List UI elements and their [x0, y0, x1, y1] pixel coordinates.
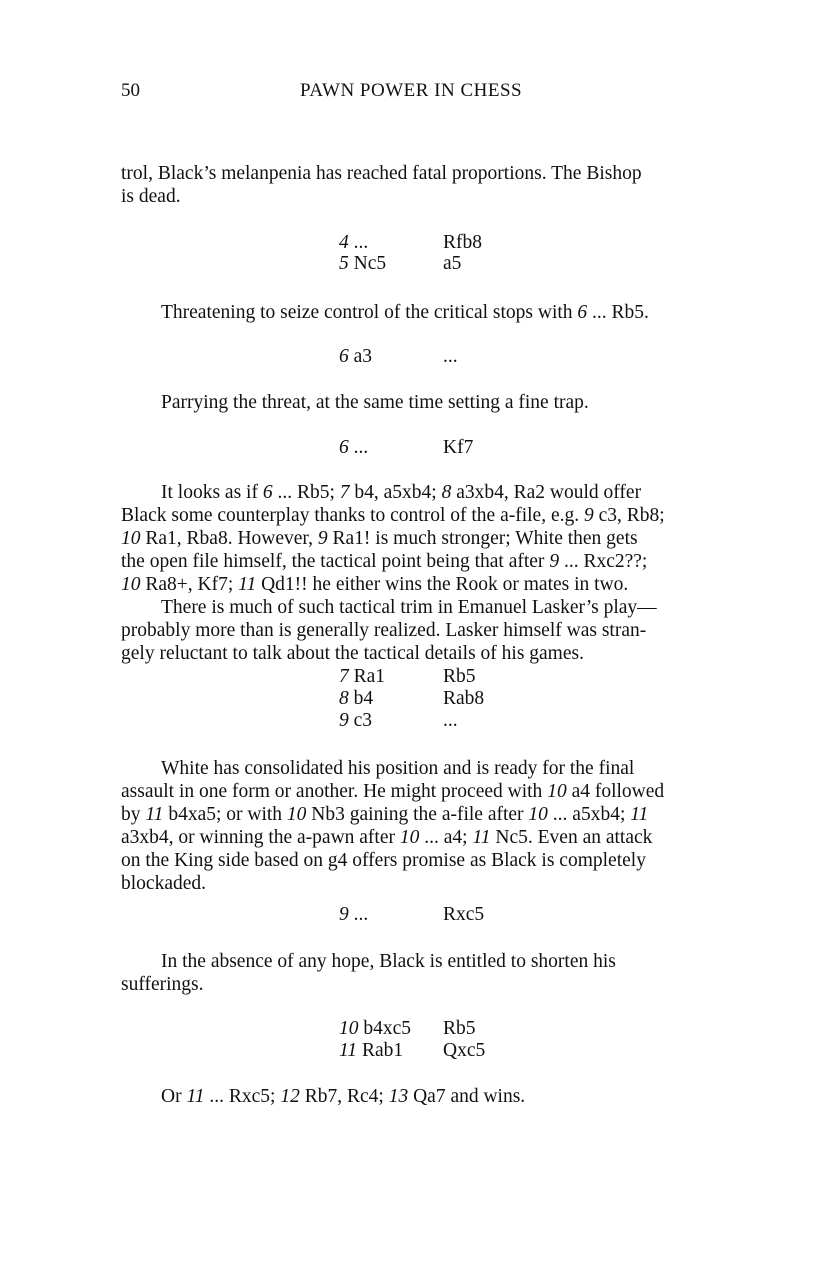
text-line: White has consolidated his position and is ready for the final	[161, 758, 635, 779]
text-line: on the King side based on g4 offers promise as Black is completely	[121, 850, 646, 871]
move-number: 6	[339, 346, 349, 367]
text-line: the open file himself, the tactical point being that after 9 ... Rxc2??;	[121, 551, 648, 572]
text-line: In the absence of any hope, Black is entitled to shorten his	[161, 951, 616, 972]
paragraph-2: Threatening to seize control of the critical stops with 6 ... Rb5.	[161, 302, 649, 323]
move-white: 9 ...	[339, 904, 369, 925]
move-white: 5 Nc5	[339, 253, 387, 274]
move-white: 7 Ra1	[339, 666, 386, 687]
move-number: 8	[339, 688, 349, 709]
move-black: Rxc5	[443, 904, 485, 925]
move-black: Rab8	[443, 688, 485, 709]
text-line: assault in one form or another. He might proceed with 10 a4 followed	[121, 781, 665, 802]
text-line: It looks as if 6 ... Rb5; 7 b4, a5xb4; 8 a3xb4, Ra2 would offer	[161, 482, 642, 503]
move-white: 4 ...	[339, 232, 369, 253]
paragraph-4	[121, 481, 719, 596]
move-number: 7	[339, 666, 349, 687]
move-black: Rb5	[443, 666, 476, 687]
move-white: 6 a3	[339, 346, 373, 367]
paragraph-7	[121, 950, 719, 996]
text-line: trol, Black’s melanpenia has reached fatal proportions. The Bishop	[121, 163, 642, 184]
running-header	[121, 80, 721, 106]
move-number: 11	[339, 1040, 358, 1061]
text-line: by 11 b4xa5; or with 10 Nb3 gaining the a-file after 10 ... a5xb4; 11	[121, 804, 649, 825]
move-white: 10 b4xc5	[339, 1018, 412, 1039]
text-line: is dead.	[121, 186, 181, 207]
move-white: 11 Rab1	[339, 1040, 404, 1061]
text-line: 10 Ra1, Rba8. However, 9 Ra1! is much stronger; White then gets	[121, 528, 638, 549]
paragraph-1	[121, 162, 719, 208]
move-black: a5	[443, 253, 462, 274]
text-line: There is much of such tactical trim in Emanuel Lasker’s play—	[161, 597, 657, 618]
book-title: PAWN POWER IN CHESS	[300, 80, 523, 101]
move-black: ...	[443, 346, 458, 367]
move-number: 4	[339, 232, 349, 253]
paragraph-8: Or 11 ... Rxc5; 12 Rb7, Rc4; 13 Qa7 and wins.	[161, 1086, 526, 1107]
move-number: 10	[339, 1018, 359, 1039]
text-line: Black some counterplay thanks to control of the a-file, e.g. 9 c3, Rb8;	[121, 505, 665, 526]
move-white: 8 b4	[339, 688, 374, 709]
text-line: blockaded.	[121, 873, 207, 894]
move-white: 6 ...	[339, 437, 369, 458]
text-line: probably more than is generally realized. Lasker himself was stran-	[121, 620, 647, 641]
text-line: a3xb4, or winning the a-pawn after 10 ... a4; 11 Nc5. Even an attack	[121, 827, 653, 848]
move-black: ...	[443, 710, 458, 731]
move-black: Kf7	[443, 437, 474, 458]
paragraph-6	[121, 757, 719, 895]
paragraph-5	[121, 596, 719, 665]
move-black: Rb5	[443, 1018, 476, 1039]
move-black: Rfb8	[443, 232, 482, 253]
move-number: 6	[339, 437, 349, 458]
text-line: 10 Ra8+, Kf7; 11 Qd1!! he either wins the Rook or mates in two.	[121, 574, 629, 595]
move-number: 9	[339, 710, 349, 731]
move-white: 9 c3	[339, 710, 373, 731]
paragraph-3: Parrying the threat, at the same time setting a fine trap.	[161, 392, 589, 413]
move-number: 9	[339, 904, 349, 925]
move-black: Qxc5	[443, 1040, 486, 1061]
move-number: 5	[339, 253, 349, 274]
text-line: gely reluctant to talk about the tactical details of his games.	[121, 643, 584, 664]
page-number: 50	[121, 80, 140, 101]
text-line: sufferings.	[121, 974, 204, 995]
